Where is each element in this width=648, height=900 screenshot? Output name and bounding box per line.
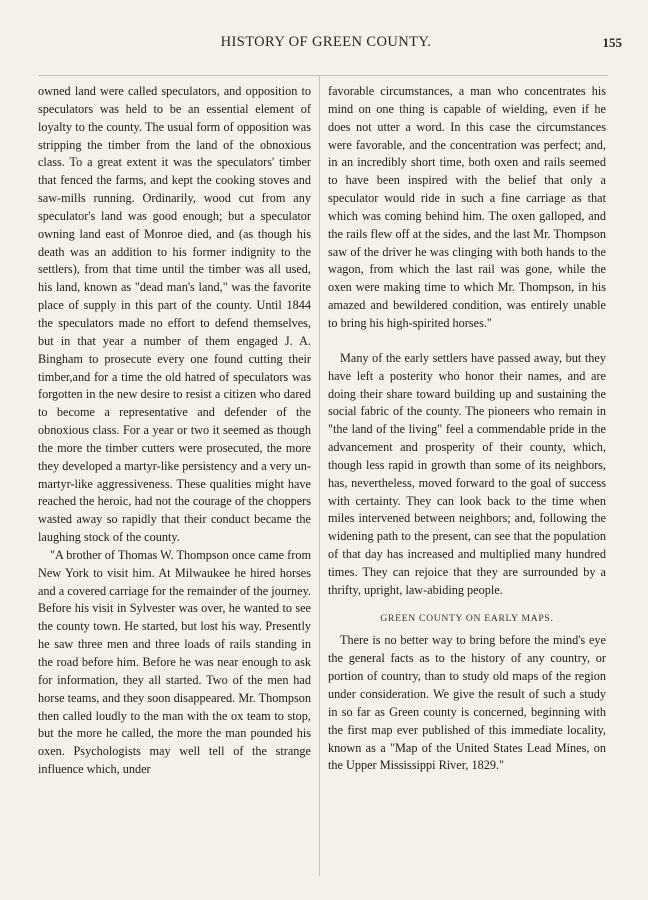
left-paragraph-2: "A brother of Thomas W. Thompson once came from New York to visit him. At Milwaukee he hired horses and a covered carriage for the remainder of the journey. Before his visit in Sylvester was over, he wanted to see the county town. He started, but lost his way. Presently he saw three men and three loads of rails standing in the road before him. Before he was near enough to ask for information, they all started. Two of the men had horse teams, and they soon disappeared. Mr. Thompson then called loudly to the man with the ox team to stop, but the more he called, the more the man pounded his oxen. Psychologists may well tell of the strange influence which, under [38,547,311,777]
right-column [328,83,606,775]
page-number: 155 [602,35,622,50]
left-column [38,83,311,779]
page-header [30,34,622,56]
running-title: HISTORY OF GREEN COUNTY. [220,34,432,50]
section-subheading: GREEN COUNTY ON EARLY MAPS. [380,612,554,624]
column-divider [319,76,320,876]
left-paragraph-1: owned land were called speculators, and opposition to speculators was held to be an essential element of loyalty to the county. The usual form of opposition was stripping the timber from the land of the obnoxious class. To a great extent it was the speculators' timber that fenced the farms, and kept the cooking stoves and saw-mills running. Ordinarily, wood cut from any speculator's land was good enough; but a speculator owning land east of Monroe died, and (as though his death was an addition to his former indignity to the settlers), from that time until the timber was all used, his land, known as "dead man's land," was the favorite place of supply in this part of the county. Until 1844 the speculators made no effort to defend themselves, but in that year a number of them engaged J. A. Bingham to prosecute every one found cutting their timber,and for a time the old hatred of speculators was forgotten in the new desire to resist a citizen who dared to become a representative and defender of the obnoxious class. For a year or two it seemed as though the more the timber cutters were prosecuted, the more they developed a martyr-like persistency and a very un-martyr-like aggressiveness. These qualities might have reached the heroic, had not the courage of the choppers wasted away so rapidly that their conduct became the laughing stock of the county. [38,84,311,545]
right-paragraph-3: There is no better way to bring before the mind's eye the general facts as to the history of any country, or portion of country, than to study old maps of the region under consideration. We give the result of such a study in so far as Green county is concerned, beginning with the first map ever published of this immediate locality, known as a "Map of the United States Lead Mines, on the Upper Mississippi River, 1829." [328,633,606,773]
right-paragraph-1: favorable circumstances, a man who concentrates his mind on one thing is capable of wielding, even if he does not utter a word. In this case the circumstances were favorable, and the concentration was perfect; and, in an incredibly short time, both oxen and rails seemed to have been inspired with the belief that only a speculator would ride in such a fine carriage as that which was coming behind him. The oxen galloped, and the rails flew off at the sides, and the last Mr. Thompson saw of the driver he was clinging with both hands to the wagon, from which the last rail was gone, while the oxen were making time to which Mr. Thompson, in his amazed and bewildered condition, was entirely unable to bring his high-spirited horses." [328,84,606,330]
header-rule [38,75,608,76]
right-paragraph-2: Many of the early settlers have passed away, but they have left a posterity who honor their names, and are doing their share toward building up and sustaining the social fabric of the county. The pioneers who remain in "the land of the living" feel a commendable pride in the advancement and prosperity of their county, which, though less rapid in growth than some of its neighbors, has, nevertheless, moved forward to the goal of success with certainty. They can look back to the time when miles intervened between neighbors; and, following the widening path to the present, can see that the population of that day has increased and multiplied many hundred times. They can rejoice that they are surrounded by a thrifty, upright, law-abiding people. [328,350,606,597]
